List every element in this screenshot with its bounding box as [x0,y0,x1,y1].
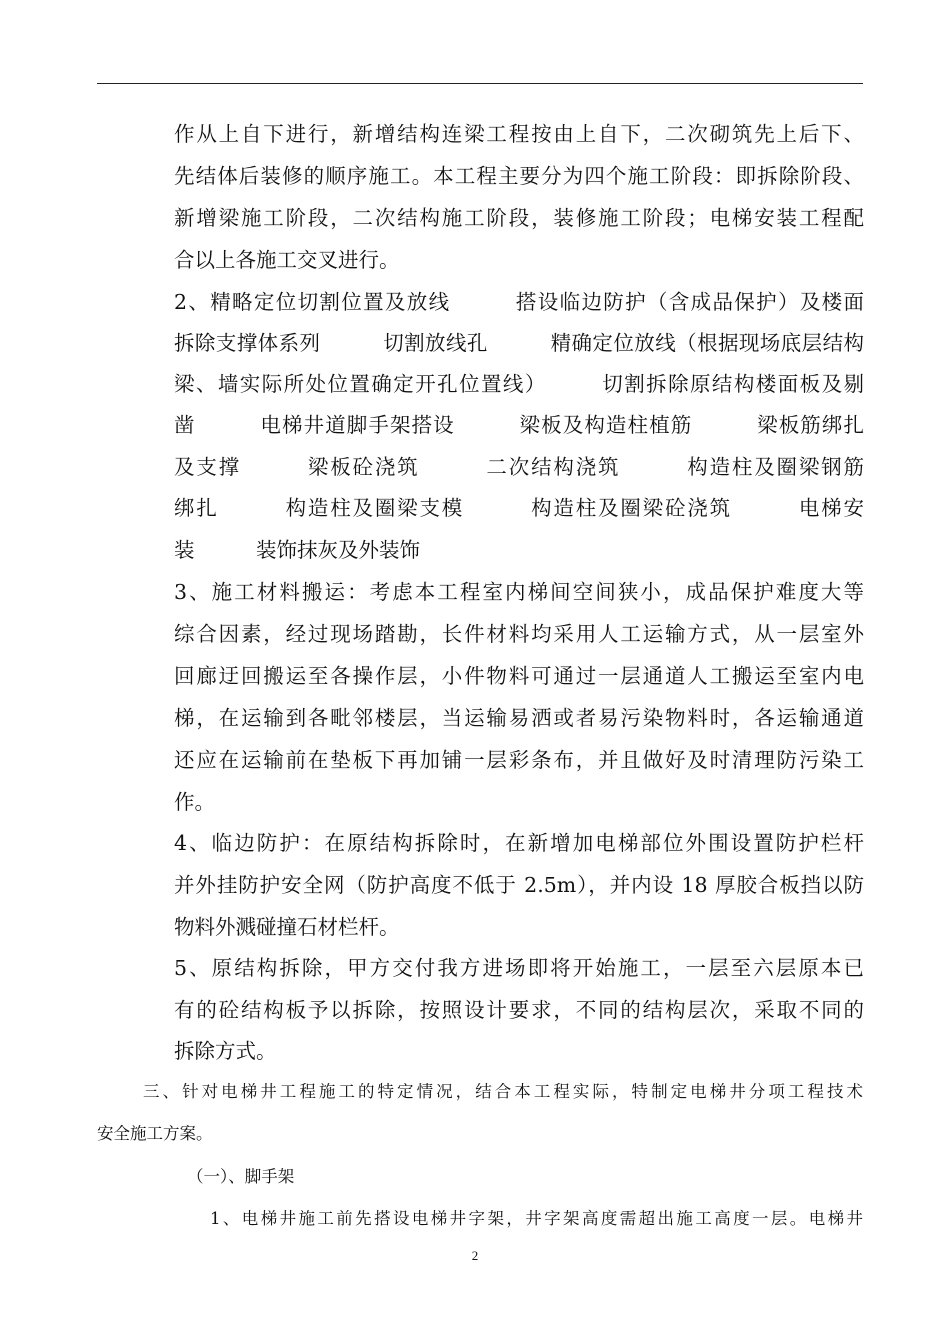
text-line: 物料外溅碰撞石材栏杆。 [174,915,400,939]
text-line: 5、原结构拆除，甲方交付我方进场即将开始施工，一层至六层原本已 [174,956,864,980]
page-number: 2 [471,1248,479,1263]
text-line: 先结体后装修的顺序施工。本工程主要分为四个施工阶段：即拆除阶段、 [174,164,864,188]
text-line: 并外挂防护安全网（防护高度不低于 2.5m），并内设 18 厚胶合板挡以防 [174,873,864,897]
text-line: 装 装饰抹灰及外装饰 [174,538,420,562]
text-line: 2、精略定位切割位置及放线 搭设临边防护（含成品保护）及楼面 [174,290,864,314]
section-heading-continued: 安全施工方案。 [97,1124,213,1143]
text-line: 3、施工材料搬运：考虑本工程室内梯间空间狭小，成品保护难度大等 [174,580,864,604]
text-line: 4、临边防护：在原结构拆除时，在新增加电梯部位外围设置防护栏杆 [174,831,864,855]
text-line: 综合因素，经过现场踏勘，长件材料均采用人工运输方式，从一层室外 [174,622,864,646]
item-text: 1、电梯井施工前先搭设电梯井字架，井字架高度需超出施工高度一层。电梯井 [210,1209,863,1228]
text-line: 梁、墙实际所处位置确定开孔位置线） 切割拆除原结构楼面板及剔 [174,372,864,396]
text-line: 凿 电梯井道脚手架搭设 梁板及构造柱植筋 梁板筋绑扎 [174,413,864,437]
text-line: 拆除方式。 [174,1039,277,1063]
header-rule [97,83,863,84]
text-line: 绑扎 构造柱及圈梁支模 构造柱及圈梁砼浇筑 电梯安 [174,496,864,520]
text-line: 新增梁施工阶段，二次结构施工阶段，装修施工阶段；电梯安装工程配 [174,206,864,230]
text-line: 回廊迂回搬运至各操作层，小件物料可通过一层通道人工搬运至室内电 [174,664,864,688]
text-line: 梯，在运输到各毗邻楼层，当运输易洒或者易污染物料时，各运输通道 [174,706,864,730]
section-heading: 三、针对电梯井工程施工的特定情况，结合本工程实际，特制定电梯井分项工程技术 [143,1082,863,1101]
text-line: 还应在运输前在垫板下再加铺一层彩条布，并且做好及时清理防污染工 [174,748,864,772]
subsection-heading: （一）、脚手架 [187,1167,295,1186]
text-line: 合以上各施工交叉进行。 [174,248,400,272]
text-line: 有的砼结构板予以拆除，按照设计要求，不同的结构层次，采取不同的 [174,998,864,1022]
text-line: 拆除支撑体系列 切割放线孔 精确定位放线（根据现场底层结构 [174,331,864,355]
text-line: 作从上自下进行，新增结构连梁工程按由上自下，二次砌筑先上后下、 [174,122,864,146]
text-line: 及支撑 梁板砼浇筑 二次结构浇筑 构造柱及圈梁钢筋 [174,455,864,479]
text-line: 作。 [174,790,215,814]
